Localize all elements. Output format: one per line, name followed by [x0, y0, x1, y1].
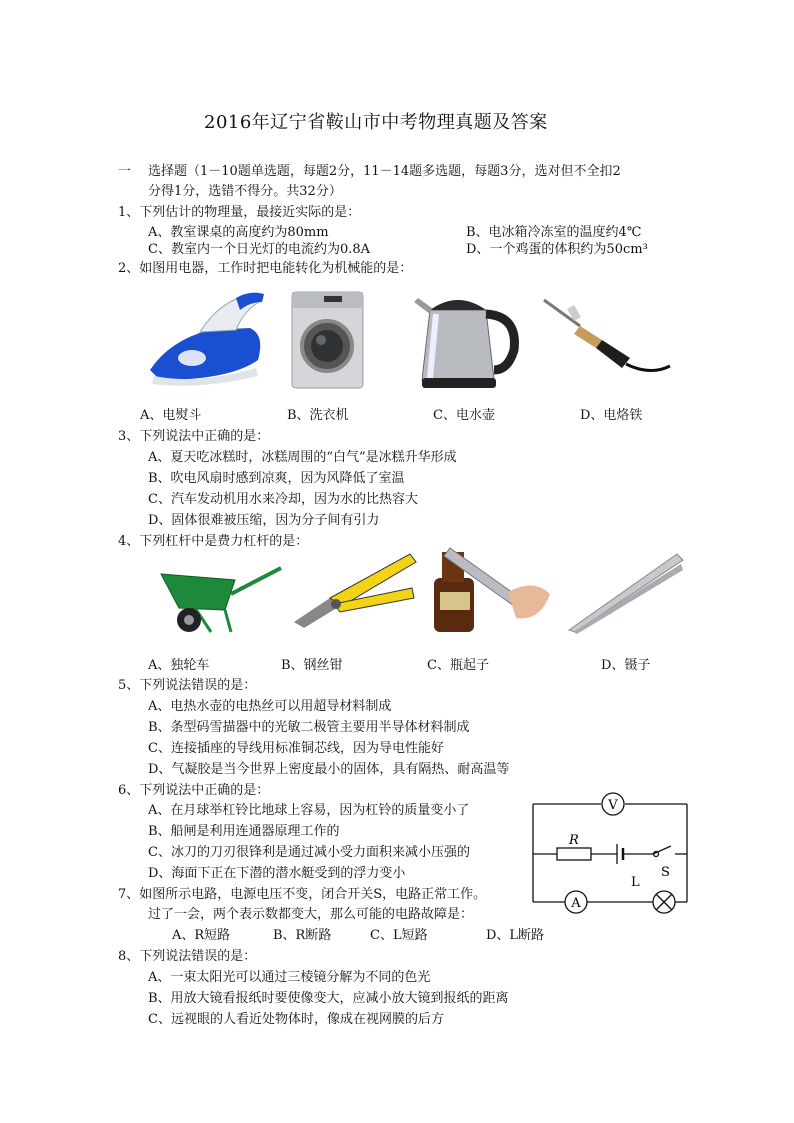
q2-option-c: C、电水壶 [433, 408, 495, 423]
q5-stem: 5、下列说法错误的是： [118, 678, 257, 693]
q6-option-a: A、在月球举杠铃比地球上容易，因为杠铃的质量变小了 [148, 803, 470, 818]
q1-stem: 1、下列估计的物理量，最接近实际的是： [118, 205, 361, 220]
switch-label: S [661, 865, 670, 880]
q4-option-b: B、钢丝钳 [281, 658, 343, 673]
q3-option-c: C、汽车发动机用水来冷却，因为水的比热容大 [148, 492, 418, 507]
q7-option-a: A、R短路 [172, 928, 231, 943]
q5-option-d: D、气凝胶是当今世界上密度最小的固体，具有隔热、耐高温等 [148, 762, 510, 777]
q8-option-c: C、远视眼的人看近处物体时，像成在视网膜的后方 [148, 1012, 444, 1027]
wheelbarrow-image [155, 560, 285, 640]
soldering-iron-image [540, 296, 675, 381]
q1-option-b: B、电冰箱冷冻室的温度约4℃ [466, 225, 642, 240]
section-heading-cont: 分得1分，选错不得分。共32分） [148, 184, 342, 199]
q7-stem-cont: 过了一会，两个表示数都变大，那么可能的电路故障是： [148, 907, 474, 922]
tweezers-image [565, 550, 687, 634]
q8-option-a: A、一束太阳光可以通过三棱镜分解为不同的色光 [148, 970, 431, 985]
q7-option-c: C、L短路 [370, 928, 428, 943]
q7-option-b: B、R断路 [273, 928, 332, 943]
q2-option-b: B、洗衣机 [287, 408, 349, 423]
q6-option-d: D、海面下正在下潜的潜水艇受到的浮力变小 [148, 866, 406, 881]
q1-option-a: A、教室课桌的高度约为80mm [148, 225, 329, 240]
resistor-label: R [569, 833, 579, 848]
q1-option-d: D、一个鸡蛋的体积约为50cm³ [466, 242, 648, 257]
voltmeter-label: V [608, 798, 618, 813]
q1-option-c: C、教室内一个日光灯的电流约为0.8A [148, 242, 371, 257]
q3-option-d: D、固体很难被压缩，因为分子间有引力 [148, 513, 380, 528]
iron-image [140, 280, 272, 392]
q2-stem: 2、如图用电器，工作时把电能转化为机械能的是： [118, 261, 413, 276]
q6-stem: 6、下列说法中正确的是： [118, 783, 270, 798]
q7-option-d: D、L断路 [486, 928, 545, 943]
q5-option-b: B、条型码雪描器中的光敏二极管主要用半导体材料制成 [148, 720, 470, 735]
q3-stem: 3、下列说法中正确的是： [118, 429, 270, 444]
q6-option-c: C、冰刀的刀刃很锋利是通过减小受力面积来减小压强的 [148, 845, 470, 860]
page-title: 2016年辽宁省鞍山市中考物理真题及答案 [204, 112, 548, 133]
q4-option-c: C、瓶起子 [427, 658, 489, 673]
q6-option-b: B、船闸是利用连通器原理工作的 [148, 824, 340, 839]
q2-option-a: A、电熨斗 [140, 408, 202, 423]
q4-option-a: A、独轮车 [148, 658, 210, 673]
q3-option-b: B、吹电风扇时感到凉爽，因为风降低了室温 [148, 471, 405, 486]
ammeter-label: A [571, 896, 581, 911]
q5-option-c: C、连接插座的导线用标准铜芯线，因为导电性能好 [148, 741, 444, 756]
q4-stem: 4、下列杠杆中是费力杠杆的是： [118, 534, 309, 549]
q8-option-b: B、用放大镜看报纸时要使像变大，应减小放大镜到报纸的距离 [148, 991, 509, 1006]
electric-kettle-image [410, 280, 520, 392]
pliers-image [290, 548, 420, 630]
circuit-diagram [525, 792, 695, 918]
q2-option-d: D、电烙铁 [580, 408, 643, 423]
section-number: 一 [118, 164, 132, 179]
lamp-label: L [631, 875, 640, 890]
q3-option-a: A、夏天吃冰糕时，冰糕周围的“白气”是冰糕升华形成 [148, 450, 457, 465]
q5-option-a: A、电热水壶的电热丝可以用超导材料制成 [148, 699, 392, 714]
q4-option-d: D、镊子 [601, 658, 651, 673]
bottle-opener-image [430, 538, 552, 632]
q8-stem: 8、下列说法错误的是： [118, 949, 257, 964]
section-heading: 选择题（1－10题单选题，每题2分，11－14题多选题，每题3分，选对但不全扣2 [148, 164, 621, 179]
q7-stem: 7、如图所示电路，电源电压不变，闭合开关S，电路正常工作。 [118, 887, 487, 902]
washing-machine-image [290, 290, 365, 390]
